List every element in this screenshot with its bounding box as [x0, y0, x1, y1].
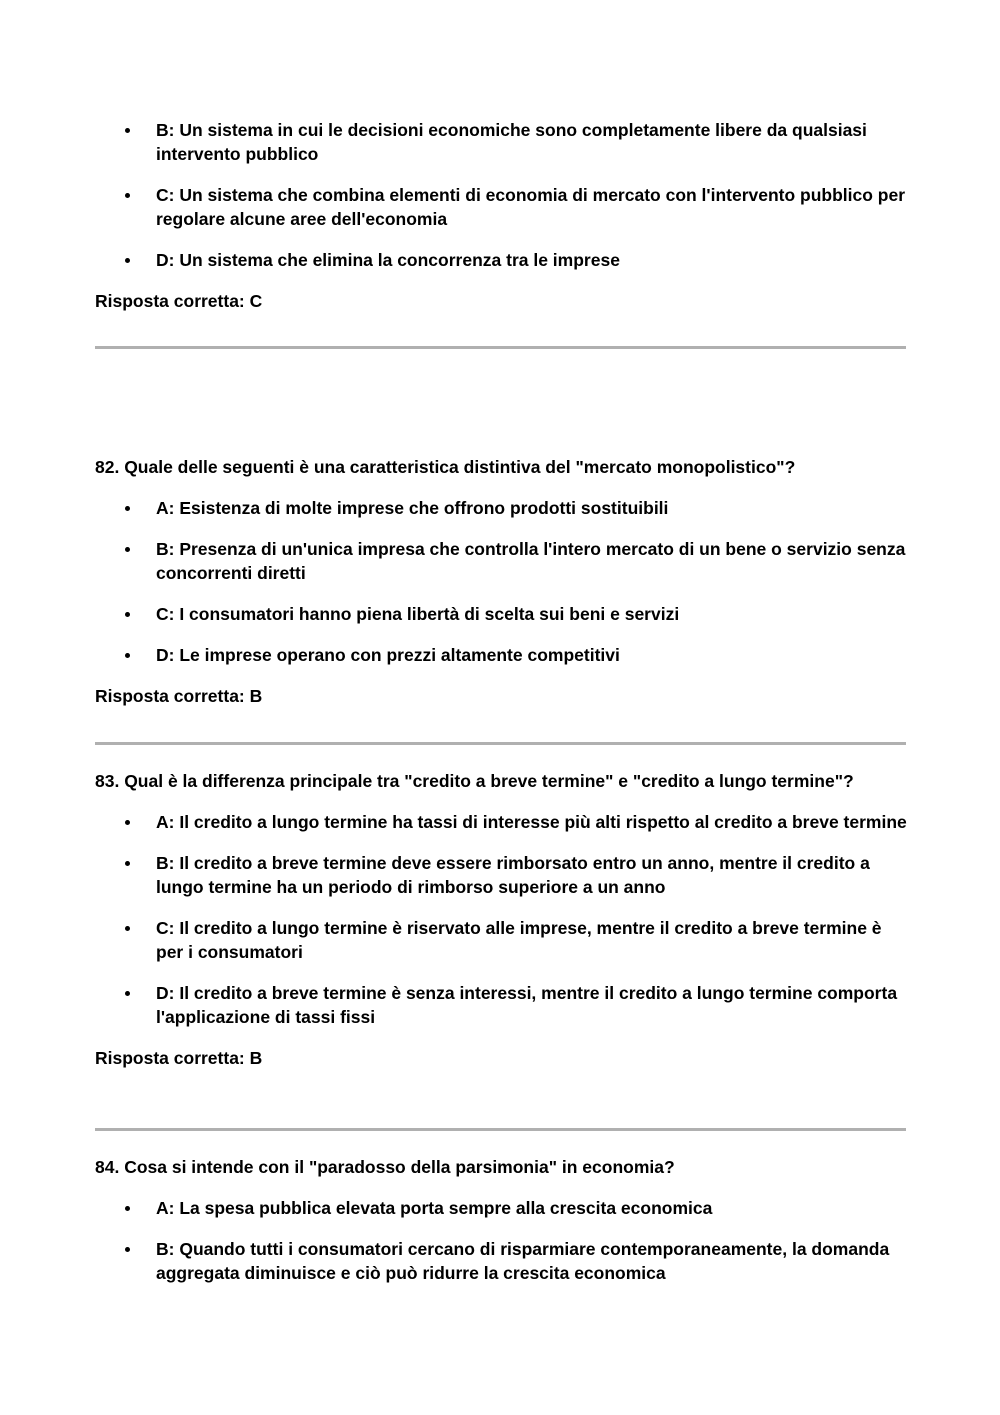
option-82-c: C: I consumatori hanno piena libertà di scelta sui beni e servizi — [95, 602, 907, 626]
question-83-options — [95, 810, 907, 1029]
question-82-options — [95, 496, 907, 667]
option-82-d: D: Le imprese operano con prezzi altamente competitivi — [95, 643, 907, 667]
answer-81: Risposta corretta: C — [95, 291, 263, 311]
option-81-c: C: Un sistema che combina elementi di economia di mercato con l'intervento pubblico per regolare alcune aree dell'economia — [95, 183, 907, 231]
question-82-block — [95, 455, 907, 708]
question-83-text: 83. Qual è la differenza principale tra "credito a breve termine" e "credito a lungo termine"? — [95, 771, 854, 791]
answer-82: Risposta corretta: B — [95, 686, 263, 706]
option-81-d: D: Un sistema che elimina la concorrenza tra le imprese — [95, 248, 907, 272]
option-83-c: C: Il credito a lungo termine è riservato alle imprese, mentre il credito a breve termine è per i consumatori — [95, 916, 907, 964]
question-83-block — [95, 769, 907, 1070]
option-82-b: B: Presenza di un'unica impresa che controlla l'intero mercato di un bene o servizio senza concorrenti diretti — [95, 537, 907, 585]
question-84-text: 84. Cosa si intende con il "paradosso della parsimonia" in economia? — [95, 1157, 675, 1177]
question-84-block — [95, 1155, 907, 1302]
divider — [95, 346, 906, 349]
option-83-d: D: Il credito a breve termine è senza interessi, mentre il credito a lungo termine comporta l'applicazione di tassi fissi — [95, 981, 907, 1029]
question-84-options — [95, 1196, 907, 1285]
divider — [95, 742, 906, 745]
option-81-b: B: Un sistema in cui le decisioni economiche sono completamente libere da qualsiasi intervento pubblico — [95, 118, 907, 166]
question-81-options — [95, 118, 907, 272]
option-83-a: A: Il credito a lungo termine ha tassi di interesse più alti rispetto al credito a breve termine — [95, 810, 907, 834]
option-83-b: B: Il credito a breve termine deve essere rimborsato entro un anno, mentre il credito a lungo termine ha un periodo di rimborso superiore a un anno — [95, 851, 907, 899]
option-82-a: A: Esistenza di molte imprese che offrono prodotti sostituibili — [95, 496, 907, 520]
answer-83: Risposta corretta: B — [95, 1048, 263, 1068]
option-84-b: B: Quando tutti i consumatori cercano di risparmiare contemporaneamente, la domanda aggregata diminuisce e ciò può ridurre la crescita economica — [95, 1237, 907, 1285]
option-84-a: A: La spesa pubblica elevata porta sempre alla crescita economica — [95, 1196, 907, 1220]
question-81-block — [95, 118, 907, 313]
question-82-text: 82. Quale delle seguenti è una caratteristica distintiva del "mercato monopolistico"? — [95, 457, 796, 477]
divider — [95, 1128, 906, 1131]
